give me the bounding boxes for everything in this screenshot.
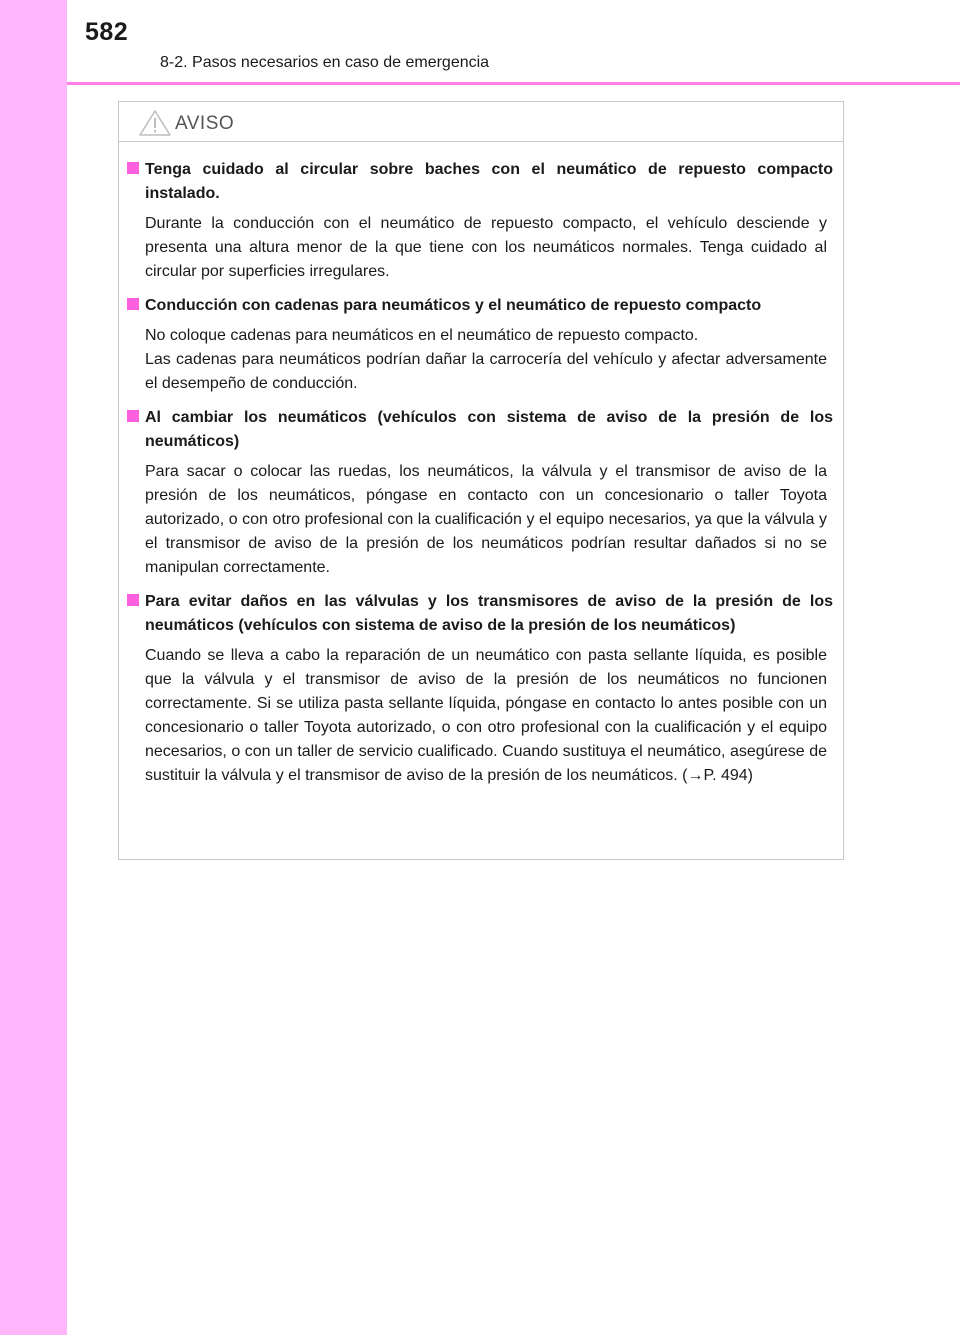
page-header — [0, 0, 960, 86]
warning-triangle-icon — [138, 109, 172, 137]
warning-item-title: Tenga cuidado al circular sobre baches con el neumático de repuesto compacto instalado. — [145, 161, 833, 202]
warning-body — [119, 142, 843, 788]
paragraph: Durante la conducción con el neumático de repuesto compacto, el vehículo desciende y presenta una altura menor de la que tiene con los neumáticos normales. Tenga cuidado al circular por superficies irregulares. — [145, 215, 827, 280]
warning-item-text — [145, 212, 827, 284]
warning-title: AVISO — [175, 113, 235, 134]
paragraph: No coloque cadenas para neumáticos en el neumático de repuesto compacto. — [145, 327, 699, 344]
warning-item — [127, 406, 833, 580]
warning-item-text — [145, 644, 827, 788]
bullet-square-icon — [127, 594, 139, 606]
warning-item — [127, 294, 833, 396]
bullet-square-icon — [127, 162, 139, 174]
warning-header — [119, 102, 843, 142]
warning-item-title: Para evitar daños en las válvulas y los transmisores de aviso de la presión de los neumáticos (vehículos con sistema de aviso de la presión de los neumáticos) — [145, 593, 833, 634]
warning-item-title: Al cambiar los neumáticos (vehículos con sistema de aviso de la presión de los neumáticos) — [145, 409, 833, 450]
side-color-band — [0, 0, 67, 1335]
header-rule — [67, 82, 960, 85]
warning-item-title: Conducción con cadenas para neumáticos y el neumático de repuesto compacto — [145, 297, 762, 314]
page-number: 582 — [85, 18, 129, 46]
warning-box — [118, 101, 844, 860]
section-title: 8-2. Pasos necesarios en caso de emergencia — [160, 54, 490, 71]
paragraph: Para sacar o colocar las ruedas, los neumáticos, la válvula y el transmisor de aviso de la presión de los neumáticos, póngase en contacto con un concesionario o taller Toyota autorizado, o con otro profesional con la cualificación y el equipo necesarios, ya que la válvula y el transmisor de aviso de la presión de los neumáticos podrían resultar dañados si no se manipulan correctamente. — [145, 463, 827, 576]
bullet-square-icon — [127, 410, 139, 422]
bullet-square-icon — [127, 298, 139, 310]
paragraph: Las cadenas para neumáticos podrían dañar la carrocería del vehículo y afectar adversamente el desempeño de conducción. — [145, 351, 827, 392]
warning-item-text — [145, 460, 827, 580]
warning-item-text — [145, 324, 827, 396]
paragraph: Cuando se lleva a cabo la reparación de un neumático con pasta sellante líquida, es posible que la válvula y el transmisor de aviso de la presión de los neumáticos no funcionen correctamente. Si se utiliza pasta sellante líquida, póngase en contacto lo antes posible con un concesionario o taller Toyota autorizado, o con otro profesional con la cualificación y el equipo necesarios, o con un taller de servicio cualificado. Cuando sustituya el neumático, asegúrese de sustituir la válvula y el transmisor de aviso de la presión de los neumáticos. (→P. 494) — [145, 647, 827, 784]
warning-item — [127, 590, 833, 788]
warning-item — [127, 158, 833, 284]
